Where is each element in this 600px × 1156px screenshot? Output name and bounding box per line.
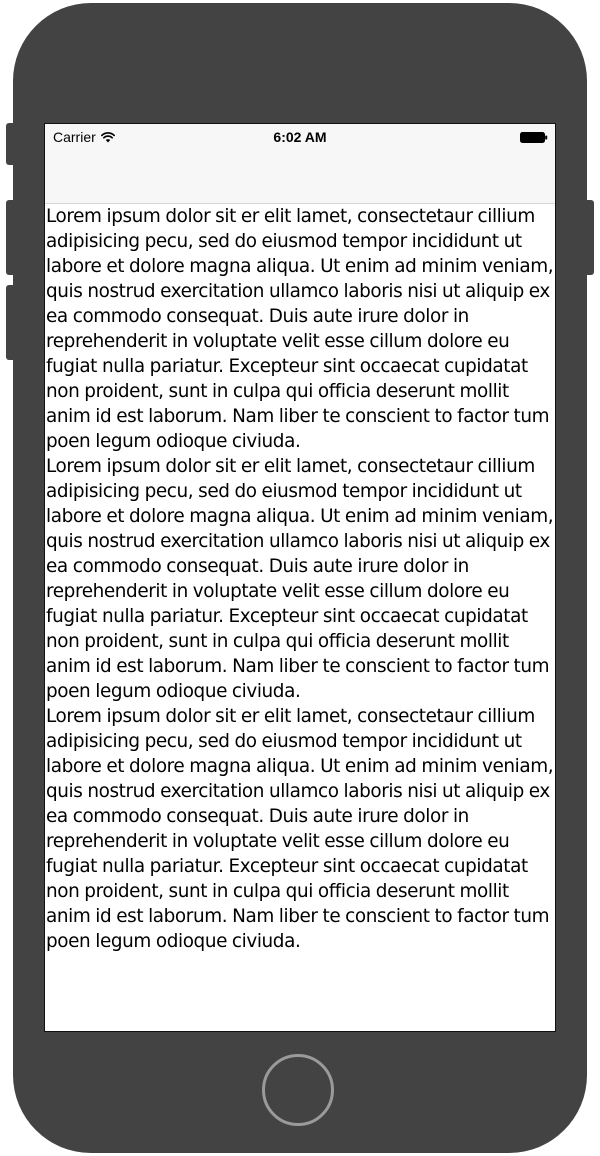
power-button bbox=[584, 200, 594, 275]
status-time: 6:02 AM bbox=[273, 129, 327, 145]
status-bar bbox=[45, 124, 555, 150]
screen bbox=[44, 123, 556, 1032]
carrier-label: Carrier bbox=[53, 129, 96, 145]
home-button[interactable] bbox=[262, 1054, 334, 1126]
paragraph: Lorem ipsum dolor sit er elit lamet, consectetaur cillium adipisicing pecu, sed do eiusmod tempor incididunt ut labore et dolore magna aliqua. Ut enim ad minim veniam, quis nostrud exercitation ullamco laboris nisi ut aliquip ex ea commodo consequat. Duis aute irure dolor in reprehenderit in voluptate velit esse cillum dolore eu fugiat nulla pariatur. Excepteur sint occaecat cupidatat non proident, sunt in culpa qui officia deserunt mollit anim id est laborum. Nam liber te conscient to factor tum poen legum odioque civiuda. bbox=[46, 206, 554, 452]
volume-up-button bbox=[6, 200, 16, 275]
paragraph: Lorem ipsum dolor sit er elit lamet, consectetaur cillium adipisicing pecu, sed do eiusmod tempor incididunt ut labore et dolore magna aliqua. Ut enim ad minim veniam, quis nostrud exercitation ullamco laboris nisi ut aliquip ex ea commodo consequat. Duis aute irure dolor in reprehenderit in voluptate velit esse cillum dolore eu fugiat nulla pariatur. Excepteur sint occaecat cupidatat non proident, sunt in culpa qui officia deserunt mollit anim id est laborum. Nam liber te conscient to factor tum poen legum odioque civiuda. bbox=[46, 456, 554, 702]
navigation-bar bbox=[45, 150, 555, 204]
silent-switch bbox=[6, 123, 16, 165]
battery-icon bbox=[520, 132, 548, 143]
scroll-content[interactable] bbox=[45, 204, 555, 1032]
volume-down-button bbox=[6, 285, 16, 360]
paragraph: Lorem ipsum dolor sit er elit lamet, consectetaur cillium adipisicing pecu, sed do eiusmod tempor incididunt ut labore et dolore magna aliqua. Ut enim ad minim veniam, quis nostrud exercitation ullamco laboris nisi ut aliquip ex ea commodo consequat. Duis aute irure dolor in reprehenderit in voluptate velit esse cillum dolore eu fugiat nulla pariatur. Excepteur sint occaecat cupidatat non proident, sunt in culpa qui officia deserunt mollit anim id est laborum. Nam liber te conscient to factor tum poen legum odioque civiuda. bbox=[46, 706, 554, 952]
